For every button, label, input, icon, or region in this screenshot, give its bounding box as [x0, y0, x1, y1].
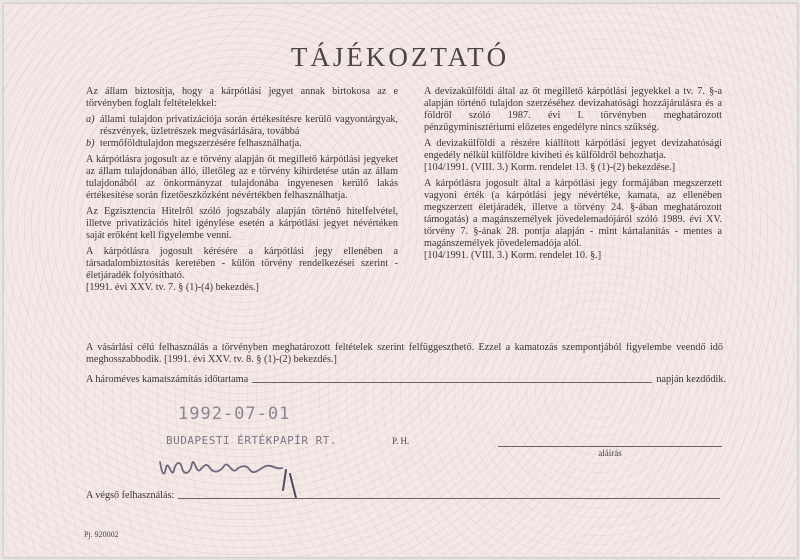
final-use-field[interactable]: [178, 498, 720, 499]
left-column: [86, 86, 398, 298]
interest-start-row: [86, 374, 726, 385]
right-column: [424, 86, 722, 266]
right-paragraph-3: A kárpótlásra jogosult által a kárpótlási jegy formájában megszerzett vagyoni érték (a kárpótlási jegy névértéke, kamata, az ellenében megszerzett életjáradék, illetve a törvény 24. §-ában meghatározott támogatás) a magánszemélyek jövedelemadójáról szóló 1989. évi XV. törvény 7. §-ának 28. pontja alapján - mint kártalanítás - mentes a magánszemélyek jövedelemadója alól.: [424, 178, 722, 249]
item-b-label: b): [86, 138, 95, 149]
signature-line[interactable]: [498, 446, 722, 447]
left-intro: Az állam biztosítja, hogy a kárpótlási jegyet annak birtokosa az e törvényben foglalt feltételekkel:: [86, 86, 398, 109]
right-paragraph-2-ref: [104/1991. (VIII. 3.) Korm. rendelet 13. § (1)-(2) bekezdése.]: [424, 162, 676, 173]
right-paragraph-3-ref: [104/1991. (VIII. 3.) Korm. rendelet 10. §.]: [424, 250, 602, 261]
item-a-label: a): [86, 114, 95, 125]
final-use-row: [86, 490, 724, 501]
date-stamp: 1992-07-01: [178, 404, 291, 424]
item-b-text: termőföldtulajdon megszerzésére felhasználhatja.: [100, 138, 302, 149]
form-code: Pj. 920002: [84, 530, 119, 539]
left-paragraph-2: A kárpótlásra jogosult az e törvény alapján őt megillető kárpótlási jegyeket az állam tulajdonában álló, illetőleg az e törvény kihirdetése után az állam tulajdonából az önkormányzat tulajdonába ingyenesen kerülő lakás értékesítése során fizetőeszközként névértékben felhasználhatja.: [86, 154, 398, 201]
final-use-label: A végső felhasználás:: [86, 490, 175, 501]
interest-start-label: A hároméves kamatszámítás időtartama: [86, 374, 249, 385]
issuer-stamp: BUDAPESTI ÉRTÉKPAPÍR RT.: [166, 434, 337, 447]
document-title: TÁJÉKOZTATÓ: [290, 42, 510, 72]
left-paragraph-3: Az Egzisztencia Hitelről szóló jogszabály alapján történő hitelfelvétel, illetve privatizációs hitel igénylése esetén a kárpótlási jegyet névértéken saját erőként kell figyelembe venni.: [86, 206, 398, 241]
right-paragraph-1: A devizakülföldi által az őt megillető kárpótlási jegyekkel a tv. 7. §-a alapján történő tulajdon szerzéséhez devizahatósági hozzájárulásra és a földről szóló 1987. évi I. törvényben meghatározott pénzügyminisztériumi előzetes engedélyre nincs szükség.: [424, 86, 722, 133]
left-paragraph-4: A kárpótlásra jogosult kérésére a kárpótlási jegy ellenében a társadalombiztosítás keretében - külön törvény rendelkezései szerint - életjáradék folyósítható.: [86, 246, 398, 281]
right-paragraph-2: A devizakülföldi a részére kiállított kárpótlási jegyet devizahatósági engedély nélkül külföldre kiviheti és külföldről behozhatja.: [424, 138, 722, 161]
list-item-b: [86, 138, 398, 150]
suspension-paragraph: A vásárlási célú felhasználás a törvényben meghatározott feltételek szerint felfüggeszthető. Ezzel a kamatozás szempontjából figyelembe veendő idő meghosszabbodik. [1991. évi XXV. tv. 8. § (1)-(2) bekezdés.]: [86, 342, 723, 365]
left-paragraph-4-ref: [1991. évi XXV. tv. 7. § (1)-(4) bekezdés.]: [86, 282, 259, 293]
stamp-place-label: P. H.: [392, 436, 410, 446]
signature-label: aláírás: [598, 448, 622, 458]
interest-start-suffix: napján kezdődik.: [656, 374, 726, 385]
interest-start-field[interactable]: [252, 382, 652, 383]
item-a-text: állami tulajdon privatizációja során értékesítésre kerülő vagyontárgyak, részvények, üzletrészek megvásárlására, továbbá: [100, 114, 398, 137]
list-item-a: [86, 114, 398, 138]
